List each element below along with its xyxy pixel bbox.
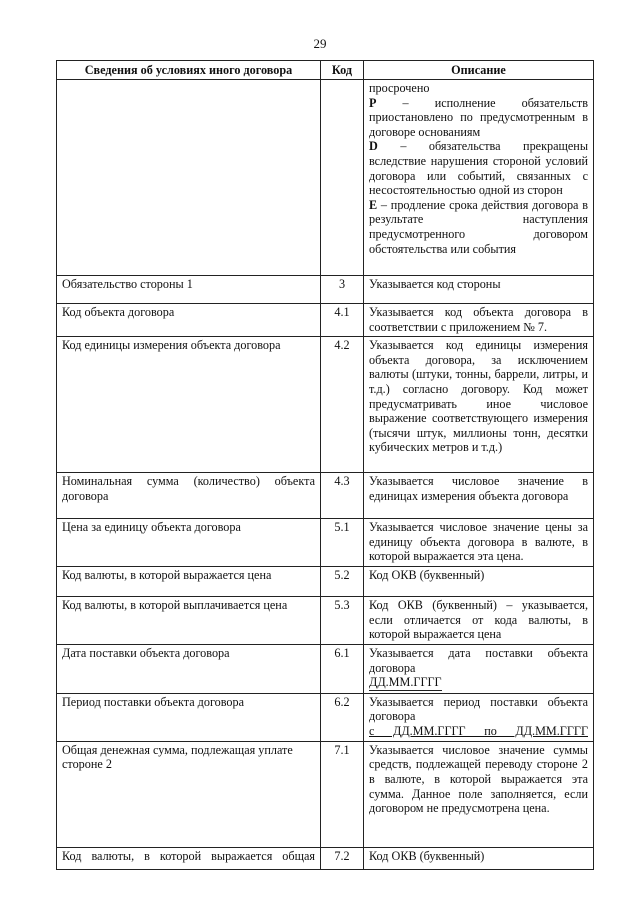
cell-name: Дата поставки объекта договора bbox=[57, 644, 321, 693]
cell-name: Код валюты, в которой выражается цена bbox=[57, 567, 321, 597]
cell-empty-code bbox=[321, 80, 364, 276]
cell-code: 5.3 bbox=[321, 597, 364, 645]
cell-description bbox=[364, 693, 594, 741]
table-row bbox=[57, 693, 594, 741]
cell-code: 4.3 bbox=[321, 473, 364, 519]
cell-code: 6.2 bbox=[321, 693, 364, 741]
cell-description: Код ОКВ (буквенный) bbox=[364, 567, 594, 597]
table-row bbox=[57, 741, 594, 847]
cell-code: 4.1 bbox=[321, 304, 364, 337]
cell-description: Указывается числовое значение суммы средств, подлежащей переводу стороне 2 в валюте, в которой выражается эта сумма. Данное поле заполняется, если договором не предусмотрена цена. bbox=[364, 741, 594, 847]
cell-description: Указывается код единицы измерения объекта договора, за исключением валюты (штуки, тонны, баррели, литры, и т.д.) согласно договору. Код может предусматривать иное числовое выражение соответствующего измерения (тысячи штук, миллионы тонн, десятки кубических метров и т.д.) bbox=[364, 337, 594, 473]
status-item-p: P – исполнение обязательств приостановлено по предусмотренным в договоре основаниям bbox=[369, 95, 588, 139]
cell-name: Период поставки объекта договора bbox=[57, 693, 321, 741]
cell-description: Код ОКВ (буквенный) – указывается, если отличается от кода валюты, в которой выражается цена bbox=[364, 597, 594, 645]
cell-name: Код валюты, в которой выплачивается цена bbox=[57, 597, 321, 645]
period-format: с ДД.ММ.ГГГГ по ДД.ММ.ГГГГ bbox=[369, 723, 588, 738]
header-code: Код bbox=[321, 61, 364, 80]
status-letter: E bbox=[369, 197, 378, 212]
cell-code: 5.2 bbox=[321, 567, 364, 597]
cell-status-codes bbox=[364, 80, 594, 276]
status-letter: D bbox=[369, 139, 378, 154]
table-row bbox=[57, 473, 594, 519]
table-row bbox=[57, 304, 594, 337]
cell-description: Код ОКВ (буквенный) bbox=[364, 847, 594, 869]
table-row bbox=[57, 597, 594, 645]
cell-name: Код валюты, в которой выражается общая bbox=[57, 847, 321, 869]
table-row bbox=[57, 847, 594, 869]
cell-empty bbox=[57, 80, 321, 276]
cell-code: 7.1 bbox=[321, 741, 364, 847]
cell-description: Указывается код стороны bbox=[364, 276, 594, 304]
contract-conditions-table bbox=[56, 60, 594, 870]
table-header-row bbox=[57, 61, 594, 80]
cell-code: 6.1 bbox=[321, 644, 364, 693]
table-row-continued bbox=[57, 80, 594, 276]
table-row bbox=[57, 644, 594, 693]
cell-description: Указывается числовое значение цены за единицу объекта договора в валюте, в которой выражается эта цена. bbox=[364, 519, 594, 567]
cell-name: Код объекта договора bbox=[57, 304, 321, 337]
cell-name: Код единицы измерения объекта договора bbox=[57, 337, 321, 473]
cell-code: 3 bbox=[321, 276, 364, 304]
cell-description: Указывается числовое значение в единицах измерения объекта договора bbox=[364, 473, 594, 519]
description-text: Указывается период поставки объекта договора bbox=[369, 694, 588, 724]
cell-name: Номинальная сумма (количество) объекта договора bbox=[57, 473, 321, 519]
status-item-d: D – обязательства прекращены вследствие нарушения стороной условий договора или событий, связанных с несостоятельностью одной из сторон bbox=[369, 139, 589, 198]
page-number: 29 bbox=[313, 36, 327, 51]
cell-code: 4.2 bbox=[321, 337, 364, 473]
table-row bbox=[57, 276, 594, 304]
table-row bbox=[57, 337, 594, 473]
header-conditions: Сведения об условиях иного договора bbox=[57, 61, 321, 80]
status-letter: P bbox=[369, 95, 377, 110]
table-row bbox=[57, 567, 594, 597]
header-description: Описание bbox=[364, 61, 594, 80]
description-text: Указывается дата поставки объекта договора bbox=[369, 645, 588, 675]
cell-name: Общая денежная сумма, подлежащая уплате стороне 2 bbox=[57, 741, 321, 847]
status-continued-text: просрочено bbox=[369, 81, 430, 95]
cell-code: 7.2 bbox=[321, 847, 364, 869]
cell-name: Обязательство стороны 1 bbox=[57, 276, 321, 304]
cell-name: Цена за единицу объекта договора bbox=[57, 519, 321, 567]
table-row bbox=[57, 519, 594, 567]
cell-description: Указывается код объекта договора в соответствии с приложением № 7. bbox=[364, 304, 594, 337]
cell-description bbox=[364, 644, 594, 693]
date-format: ДД.ММ.ГГГГ bbox=[369, 675, 442, 690]
cell-code: 5.1 bbox=[321, 519, 364, 567]
status-item-e: E – продление срока действия договора в результате наступления предусмотренного договором обстоятельства или события bbox=[369, 197, 588, 256]
